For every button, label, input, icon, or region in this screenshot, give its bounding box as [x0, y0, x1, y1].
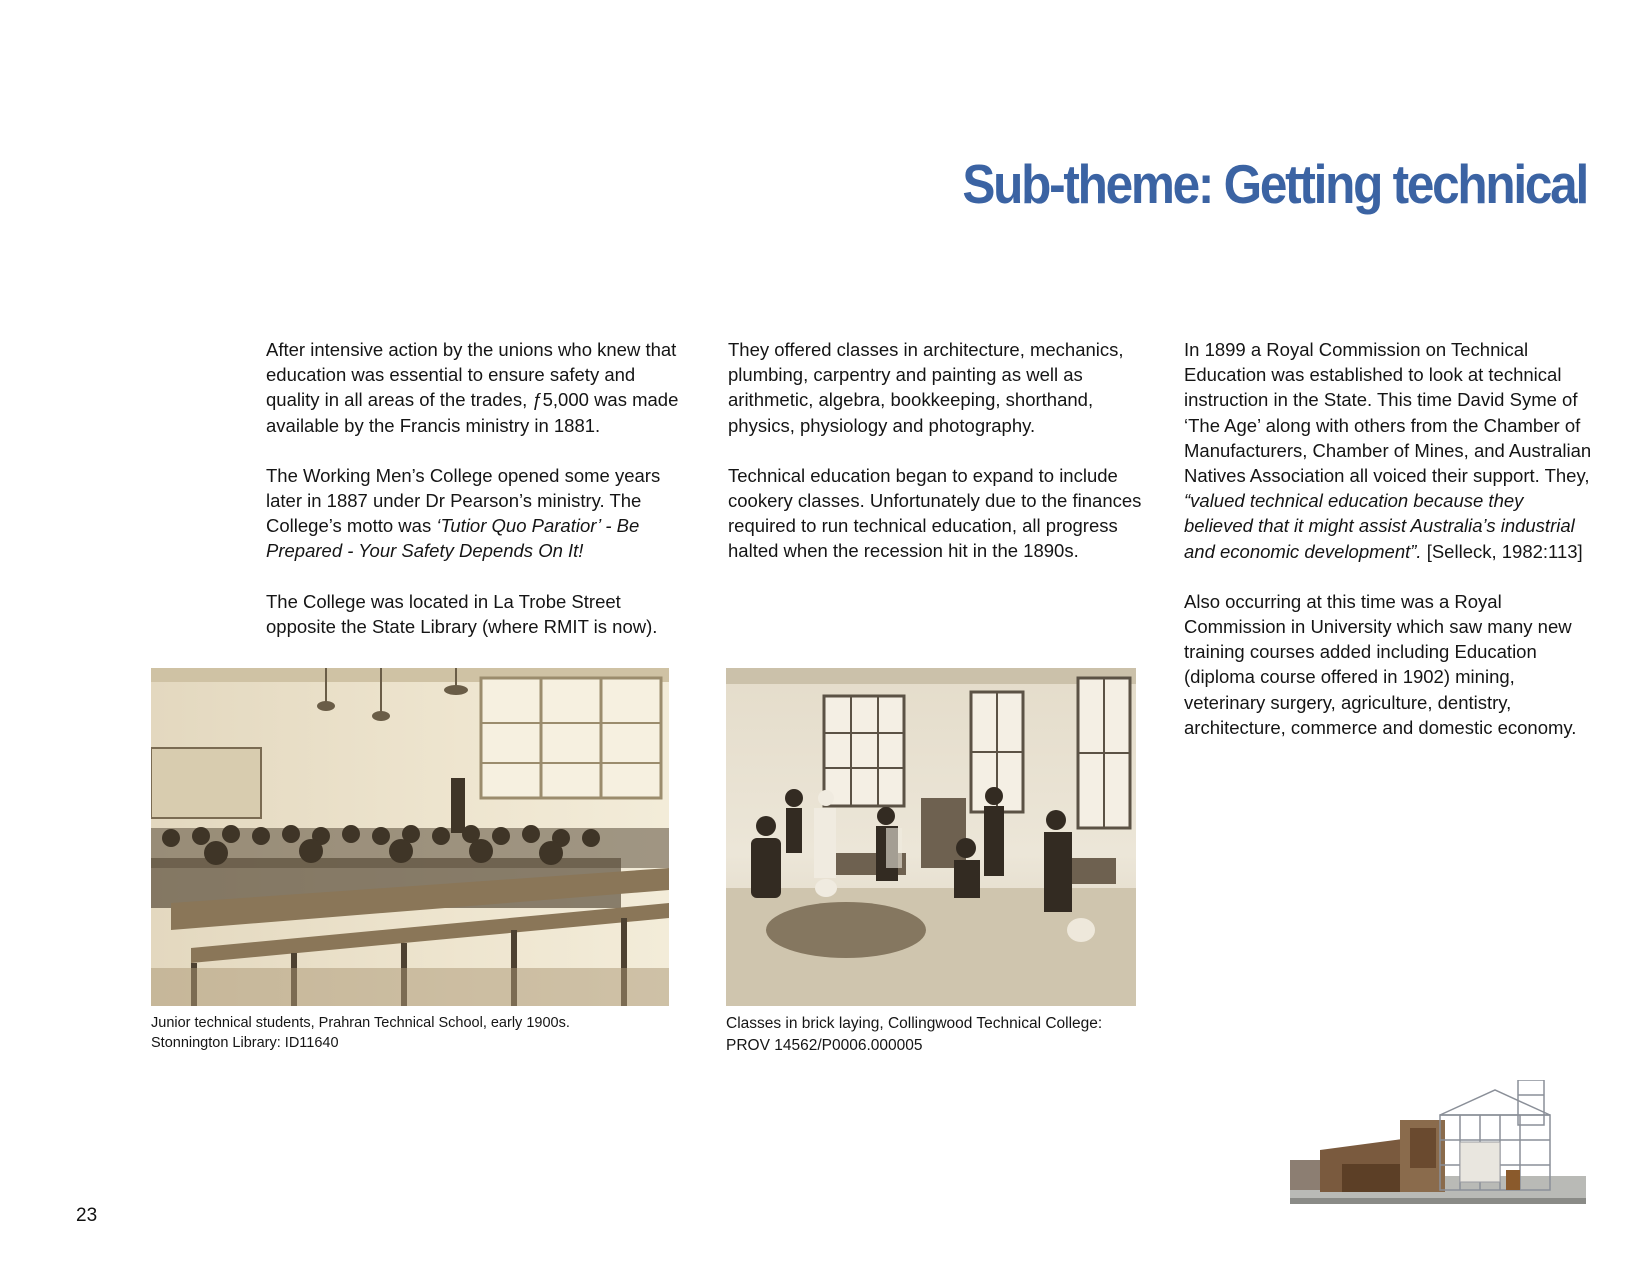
page-title: Sub-theme: Getting technical	[962, 153, 1587, 215]
photo-caption	[151, 1013, 691, 1053]
page-number: 23	[76, 1205, 98, 1226]
paragraph: They offered classes in architecture, mechanics, plumbing, carpentry and painting as well as arithmetic, algebra, bookkeeping, shorthand, physics, physiology and photography.	[728, 339, 1124, 436]
text-column-1	[266, 337, 686, 664]
paragraph-text: The Working Men’s College opened some years later in 1887 under Dr Pearson’s ministry. The College’s motto was	[266, 464, 661, 537]
text-column-3	[1184, 337, 1594, 765]
quotation: “valued technical education because they believed that it might assist Australia’s industrial and economic development”.	[1184, 490, 1575, 562]
paragraph: The College was located in La Trobe Street opposite the State Library (where RMIT is now).	[266, 590, 658, 637]
brick-laying-photo	[726, 668, 1136, 1006]
photo-caption: Classes in brick laying, Collingwood Technical College: PROV 14562/P0006.000005	[726, 1015, 1103, 1054]
paragraph-text: In 1899 a Royal Commission on Technical Education was established to look at technical instruction in the State. This time David Syme of ‘The Age’ along with others from the Chamber of Manufacturers, Chamber of Mines, and Australian Natives Association all voiced their support. They,	[1184, 339, 1592, 487]
text-column-2	[728, 337, 1148, 589]
classroom-photo	[151, 668, 669, 1006]
building-illustration	[1290, 1080, 1586, 1208]
paragraph	[1184, 337, 1594, 564]
paragraph: Also occurring at this time was a Royal Commission in University which saw many new training courses added including Education (diploma course offered in 1902) mining, veterinary surgery, agriculture, dentistry, architecture, commerce and domestic economy.	[1184, 590, 1577, 738]
caption-line: Junior technical students, Prahran Technical School, early 1900s.	[151, 1015, 570, 1031]
college-motto: ‘Tutior Quo Paratior’ - Be Prepared - Your Safety Depends On It!	[266, 515, 640, 562]
caption-line: Stonnington Library: ID11640	[151, 1035, 339, 1051]
citation: [Selleck, 1982:113]	[1421, 540, 1583, 562]
paragraph: Technical education began to expand to include cookery classes. Unfortunately due to the finances required to run technical education, all progress halted when the recession hit in the 1890s.	[728, 464, 1142, 562]
paragraph: After intensive action by the unions who knew that education was essential to ensure safety and quality in all areas of the trades, ƒ5,000 was made available by the Francis ministry in 1881.	[266, 339, 679, 436]
paragraph	[266, 463, 686, 564]
